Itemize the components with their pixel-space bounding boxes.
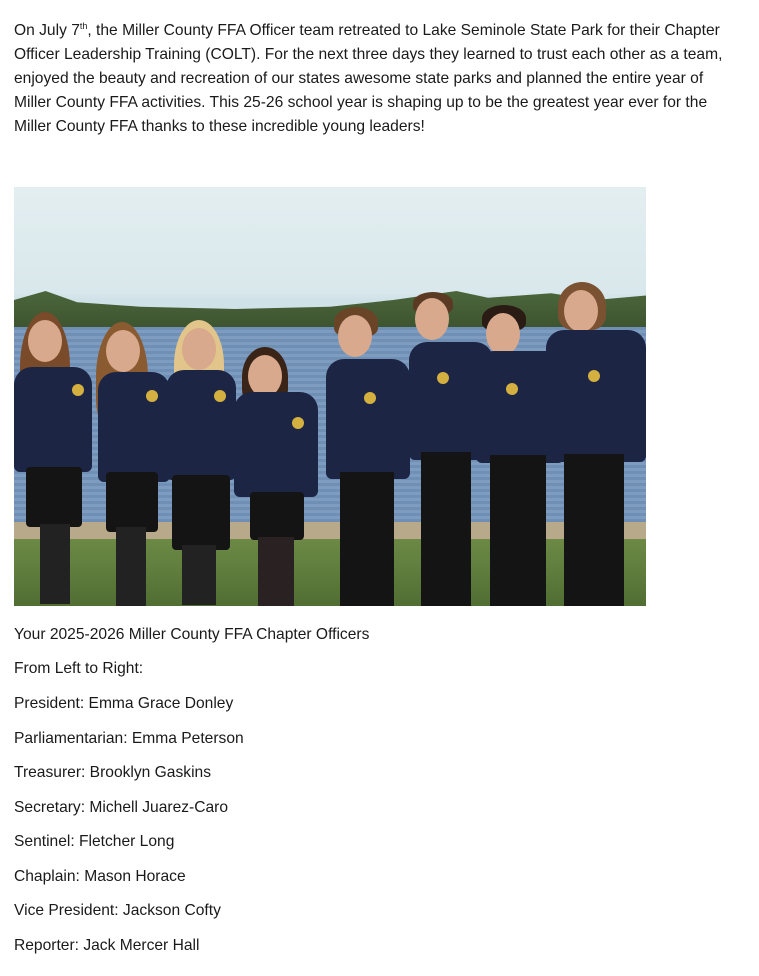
treeline [14, 282, 646, 327]
officer-line: President: Emma Grace Donley [14, 695, 234, 712]
officer-team-photo [14, 187, 646, 606]
caption-title: Your 2025-2026 Miller County FFA Chapter Officers [14, 626, 370, 643]
intro-paragraph [14, 19, 734, 139]
officer-line: Sentinel: Fletcher Long [14, 833, 175, 850]
intro-text-rest: , the Miller County FFA Officer team retreated to Lake Seminole State Park for their Chapter Officer Leadership Training (COLT). For the next three days they learned to trust each other as a team, enjoyed the beauty and recreation of our states awesome state parks and planned the entire year of Miller County FFA activities. This 25-26 school year is shaping up to be the greatest year ever for the Miller County FFA thanks to these incredible young leaders! [14, 22, 723, 135]
officer-line: Parliamentarian: Emma Peterson [14, 730, 244, 747]
intro-text-start: On July 7 [14, 22, 80, 39]
officer-line: Treasurer: Brooklyn Gaskins [14, 764, 212, 781]
officer-line: Reporter: Jack Mercer Hall [14, 937, 200, 954]
grass [14, 539, 646, 606]
officer-line: Vice President: Jackson Cofty [14, 902, 221, 919]
officer-line: Chaplain: Mason Horace [14, 868, 186, 885]
ordinal-suffix: th [79, 21, 88, 31]
officer-line: Secretary: Michell Juarez-Caro [14, 799, 229, 816]
caption-order: From Left to Right: [14, 660, 144, 677]
